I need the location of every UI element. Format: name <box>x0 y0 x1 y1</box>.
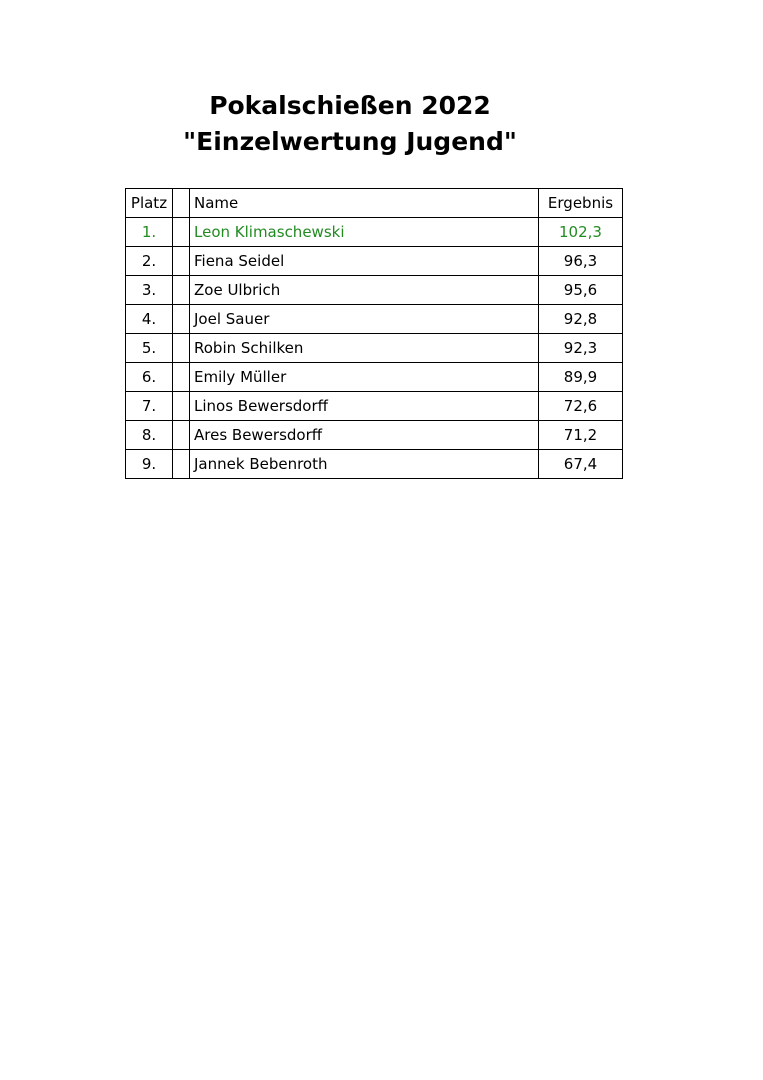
cell-ergebnis: 72,6 <box>539 392 623 421</box>
header-spacer <box>173 189 190 218</box>
header-platz: Platz <box>126 189 173 218</box>
table-row <box>126 392 623 421</box>
cell-platz: 2. <box>126 247 173 276</box>
cell-ergebnis: 92,3 <box>539 334 623 363</box>
cell-platz: 6. <box>126 363 173 392</box>
cell-platz: 7. <box>126 392 173 421</box>
cell-spacer <box>173 363 190 392</box>
cell-spacer <box>173 276 190 305</box>
table-row <box>126 305 623 334</box>
cell-platz: 8. <box>126 421 173 450</box>
cell-platz: 9. <box>126 450 173 479</box>
table-row <box>126 334 623 363</box>
cell-name: Linos Bewersdorff <box>190 392 539 421</box>
cell-platz: 5. <box>126 334 173 363</box>
header-name: Name <box>190 189 539 218</box>
cell-name: Robin Schilken <box>190 334 539 363</box>
cell-ergebnis: 95,6 <box>539 276 623 305</box>
cell-ergebnis: 92,8 <box>539 305 623 334</box>
table-row <box>126 276 623 305</box>
cell-ergebnis: 71,2 <box>539 421 623 450</box>
table-row <box>126 450 623 479</box>
table-row <box>126 218 623 247</box>
cell-name: Zoe Ulbrich <box>190 276 539 305</box>
cell-name: Ares Bewersdorff <box>190 421 539 450</box>
table-row <box>126 421 623 450</box>
cell-name: Jannek Bebenroth <box>190 450 539 479</box>
cell-ergebnis: 89,9 <box>539 363 623 392</box>
cell-platz: 1. <box>126 218 173 247</box>
cell-spacer <box>173 421 190 450</box>
cell-name: Emily Müller <box>190 363 539 392</box>
cell-spacer <box>173 334 190 363</box>
cell-ergebnis: 96,3 <box>539 247 623 276</box>
cell-name: Fiena Seidel <box>190 247 539 276</box>
cell-spacer <box>173 450 190 479</box>
cell-name: Joel Sauer <box>190 305 539 334</box>
header-ergebnis: Ergebnis <box>539 189 623 218</box>
title-line-event: Pokalschießen 2022 <box>209 91 491 120</box>
cell-spacer <box>173 305 190 334</box>
table-row <box>126 363 623 392</box>
cell-name: Leon Klimaschewski <box>190 218 539 247</box>
cell-platz: 3. <box>126 276 173 305</box>
table-header-row <box>126 189 623 218</box>
table-row <box>126 247 623 276</box>
cell-platz: 4. <box>126 305 173 334</box>
cell-spacer <box>173 218 190 247</box>
title-line-category: "Einzelwertung Jugend" <box>183 127 517 156</box>
cell-ergebnis: 67,4 <box>539 450 623 479</box>
cell-spacer <box>173 392 190 421</box>
document-title <box>0 88 700 160</box>
cell-ergebnis: 102,3 <box>539 218 623 247</box>
cell-spacer <box>173 247 190 276</box>
results-table <box>125 188 623 479</box>
